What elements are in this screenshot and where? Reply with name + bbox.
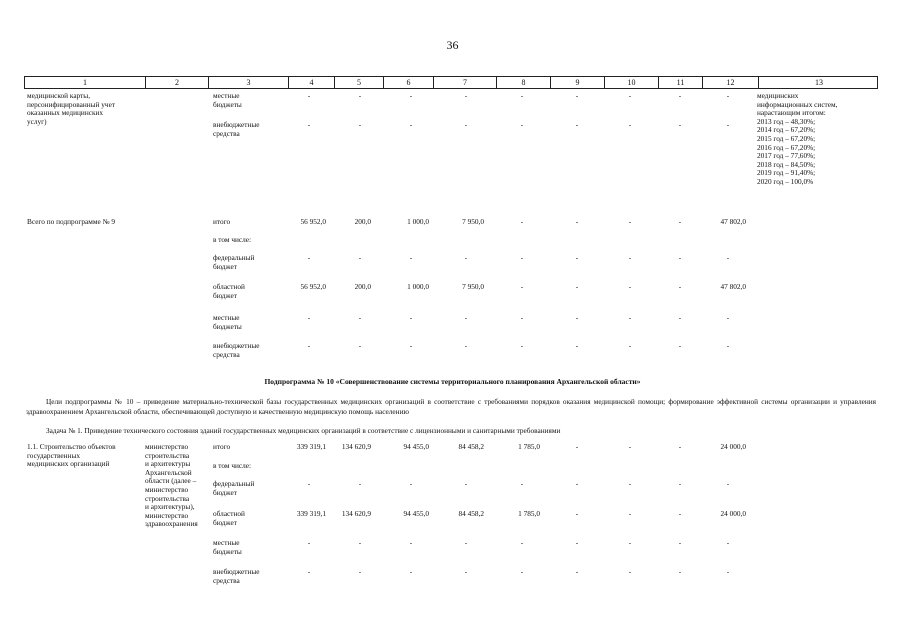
value-cell: 94 455,0 <box>403 509 429 518</box>
value-cell: 200,0 <box>354 282 371 291</box>
value-dash: - <box>678 442 682 451</box>
budget-source-label: федеральный бюджет <box>213 479 255 497</box>
value-dash: - <box>464 567 468 576</box>
value-dash: - <box>358 91 362 100</box>
value-dash: - <box>520 91 524 100</box>
value-dash: - <box>575 253 579 262</box>
value-dash: - <box>409 341 413 350</box>
value-dash: - <box>628 538 632 547</box>
value-cell: 84 458,2 <box>458 442 484 451</box>
value-dash: - <box>628 341 632 350</box>
value-dash: - <box>575 567 579 576</box>
value-dash: - <box>358 479 362 488</box>
value-cell: 47 802,0 <box>720 217 746 226</box>
value-dash: - <box>726 479 730 488</box>
value-cell: 200,0 <box>354 217 371 226</box>
value-dash: - <box>464 313 468 322</box>
value-dash: - <box>575 538 579 547</box>
value-dash: - <box>358 120 362 129</box>
header-cell-7: 7 <box>434 77 497 88</box>
value-dash: - <box>628 217 632 226</box>
value-dash: - <box>678 538 682 547</box>
value-dash: - <box>678 479 682 488</box>
value-dash: - <box>307 253 311 262</box>
budget-source-label: итого <box>213 217 231 226</box>
row-a-indicator-note: медицинских информационных систем, нарастающим итогом: 2013 год – 48,30%; 2014 год – 67,20%; 2015 год – 67,20%; 2016 год – 67,20%; 2017 год – 77,60%; 2018 год – 84,50%; 2019 год – 91,40%; 2020 год – 100,0% <box>757 91 838 186</box>
value-dash: - <box>307 567 311 576</box>
value-dash: - <box>628 120 632 129</box>
header-cell-11: 11 <box>659 77 703 88</box>
subprogram-title: Подпрограмма № 10 «Совершенствование системы территориального планирования Архангельской области» <box>264 377 641 386</box>
budget-source-label: внебюджетные средства <box>213 120 260 138</box>
value-dash: - <box>575 313 579 322</box>
value-dash: - <box>678 313 682 322</box>
value-cell: 339 319,1 <box>296 509 326 518</box>
budget-source-label: областной бюджет <box>213 282 245 300</box>
value-dash: - <box>409 91 413 100</box>
value-dash: - <box>409 479 413 488</box>
header-cell-10: 10 <box>605 77 659 88</box>
value-dash: - <box>409 253 413 262</box>
value-dash: - <box>409 538 413 547</box>
value-dash: - <box>678 282 682 291</box>
budget-source-label: внебюджетные средства <box>213 341 260 359</box>
header-cell-12: 12 <box>703 77 759 88</box>
value-cell: 339 319,1 <box>296 442 326 451</box>
value-dash: - <box>520 217 524 226</box>
value-dash: - <box>358 341 362 350</box>
value-dash: - <box>464 341 468 350</box>
value-dash: - <box>628 479 632 488</box>
budget-source-label: областной бюджет <box>213 509 245 527</box>
row-a-description: медицинской карты, персонифицированный учет оказанных медицинских услуг) <box>27 91 116 126</box>
row-c-description: 1.1. Строительство объектов государственных медицинских организаций <box>27 442 116 469</box>
value-dash: - <box>628 509 632 518</box>
value-dash: - <box>409 120 413 129</box>
value-dash: - <box>307 120 311 129</box>
budget-source-label: федеральный бюджет <box>213 253 255 271</box>
row-c-executor: министерство строительства и архитектуры Архангельской области (далее – министерство строительства и архитектуры), министерство здравоохранения <box>145 442 198 529</box>
value-dash: - <box>726 538 730 547</box>
value-dash: - <box>520 341 524 350</box>
value-dash: - <box>409 567 413 576</box>
value-dash: - <box>358 538 362 547</box>
value-dash: - <box>520 538 524 547</box>
value-dash: - <box>464 479 468 488</box>
header-cell-1: 1 <box>25 77 146 88</box>
value-dash: - <box>628 282 632 291</box>
value-dash: - <box>520 479 524 488</box>
value-dash: - <box>520 313 524 322</box>
value-cell: 56 952,0 <box>300 217 326 226</box>
value-cell: 1 000,0 <box>407 217 429 226</box>
value-dash: - <box>575 91 579 100</box>
budget-source-label: местные бюджеты <box>213 91 242 109</box>
value-cell: 24 000,0 <box>720 509 746 518</box>
value-dash: - <box>726 567 730 576</box>
value-dash: - <box>575 509 579 518</box>
value-dash: - <box>307 91 311 100</box>
value-dash: - <box>575 217 579 226</box>
value-dash: - <box>520 120 524 129</box>
value-dash: - <box>307 538 311 547</box>
budget-source-label: итого <box>213 442 231 451</box>
table-header-row <box>24 76 878 89</box>
header-cell-5: 5 <box>335 77 384 88</box>
value-dash: - <box>358 253 362 262</box>
task-paragraph: Задача № 1. Приведение технического состояния зданий государственных медицинских организаций в соответствие с лицензионными и санитарными требованиями <box>46 426 561 435</box>
value-dash: - <box>678 253 682 262</box>
value-dash: - <box>464 253 468 262</box>
value-dash: - <box>464 120 468 129</box>
budget-source-label: внебюджетные средства <box>213 567 260 585</box>
header-cell-13: 13 <box>815 78 823 87</box>
value-dash: - <box>575 341 579 350</box>
row-b-description: Всего по подпрограмме № 9 <box>27 217 115 226</box>
value-cell: 56 952,0 <box>300 282 326 291</box>
value-dash: - <box>575 282 579 291</box>
value-dash: - <box>520 282 524 291</box>
value-dash: - <box>678 91 682 100</box>
header-cell-6: 6 <box>384 77 434 88</box>
value-dash: - <box>628 91 632 100</box>
budget-source-label: местные бюджеты <box>213 538 242 556</box>
value-dash: - <box>726 91 730 100</box>
value-dash: - <box>520 567 524 576</box>
value-dash: - <box>726 253 730 262</box>
value-dash: - <box>628 253 632 262</box>
goals-paragraph: Цели подпрограммы № 10 – приведение материально-технической базы государственных медицинских организаций в соответствие с требованиями порядков оказания медицинской помощи; формирование эффективной системы организации и управления здравоохранением Архангельской области, обеспечивающей доступную и качественную медицинскую помощь населению <box>26 397 876 416</box>
value-dash: - <box>409 313 413 322</box>
value-dash: - <box>307 479 311 488</box>
value-dash: - <box>307 341 311 350</box>
value-dash: - <box>358 567 362 576</box>
value-dash: - <box>678 509 682 518</box>
value-dash: - <box>628 313 632 322</box>
budget-source-label: в том числе: <box>213 461 252 470</box>
value-dash: - <box>678 120 682 129</box>
value-dash: - <box>307 313 311 322</box>
value-cell: 1 785,0 <box>518 442 540 451</box>
value-dash: - <box>628 567 632 576</box>
header-cell-3: 3 <box>209 77 289 88</box>
value-cell: 94 455,0 <box>403 442 429 451</box>
value-dash: - <box>628 442 632 451</box>
budget-source-label: местные бюджеты <box>213 313 242 331</box>
value-cell: 7 950,0 <box>462 282 484 291</box>
value-dash: - <box>726 313 730 322</box>
value-dash: - <box>678 341 682 350</box>
value-dash: - <box>726 120 730 129</box>
budget-source-label: в том числе: <box>213 235 252 244</box>
header-cell-8: 8 <box>497 77 551 88</box>
header-cell-9: 9 <box>551 77 605 88</box>
value-dash: - <box>678 567 682 576</box>
value-cell: 134 620,9 <box>341 442 371 451</box>
value-cell: 1 000,0 <box>407 282 429 291</box>
value-dash: - <box>464 538 468 547</box>
value-dash: - <box>358 313 362 322</box>
value-cell: 47 802,0 <box>720 282 746 291</box>
value-cell: 7 950,0 <box>462 217 484 226</box>
value-dash: - <box>678 217 682 226</box>
value-dash: - <box>575 479 579 488</box>
value-cell: 1 785,0 <box>518 509 540 518</box>
header-cell-4: 4 <box>289 77 335 88</box>
value-dash: - <box>520 253 524 262</box>
value-dash: - <box>575 120 579 129</box>
value-cell: 24 000,0 <box>720 442 746 451</box>
header-cell-2: 2 <box>146 77 209 88</box>
value-cell: 84 458,2 <box>458 509 484 518</box>
value-dash: - <box>726 341 730 350</box>
page-number: 36 <box>446 38 459 52</box>
value-cell: 134 620,9 <box>341 509 371 518</box>
value-dash: - <box>575 442 579 451</box>
value-dash: - <box>464 91 468 100</box>
